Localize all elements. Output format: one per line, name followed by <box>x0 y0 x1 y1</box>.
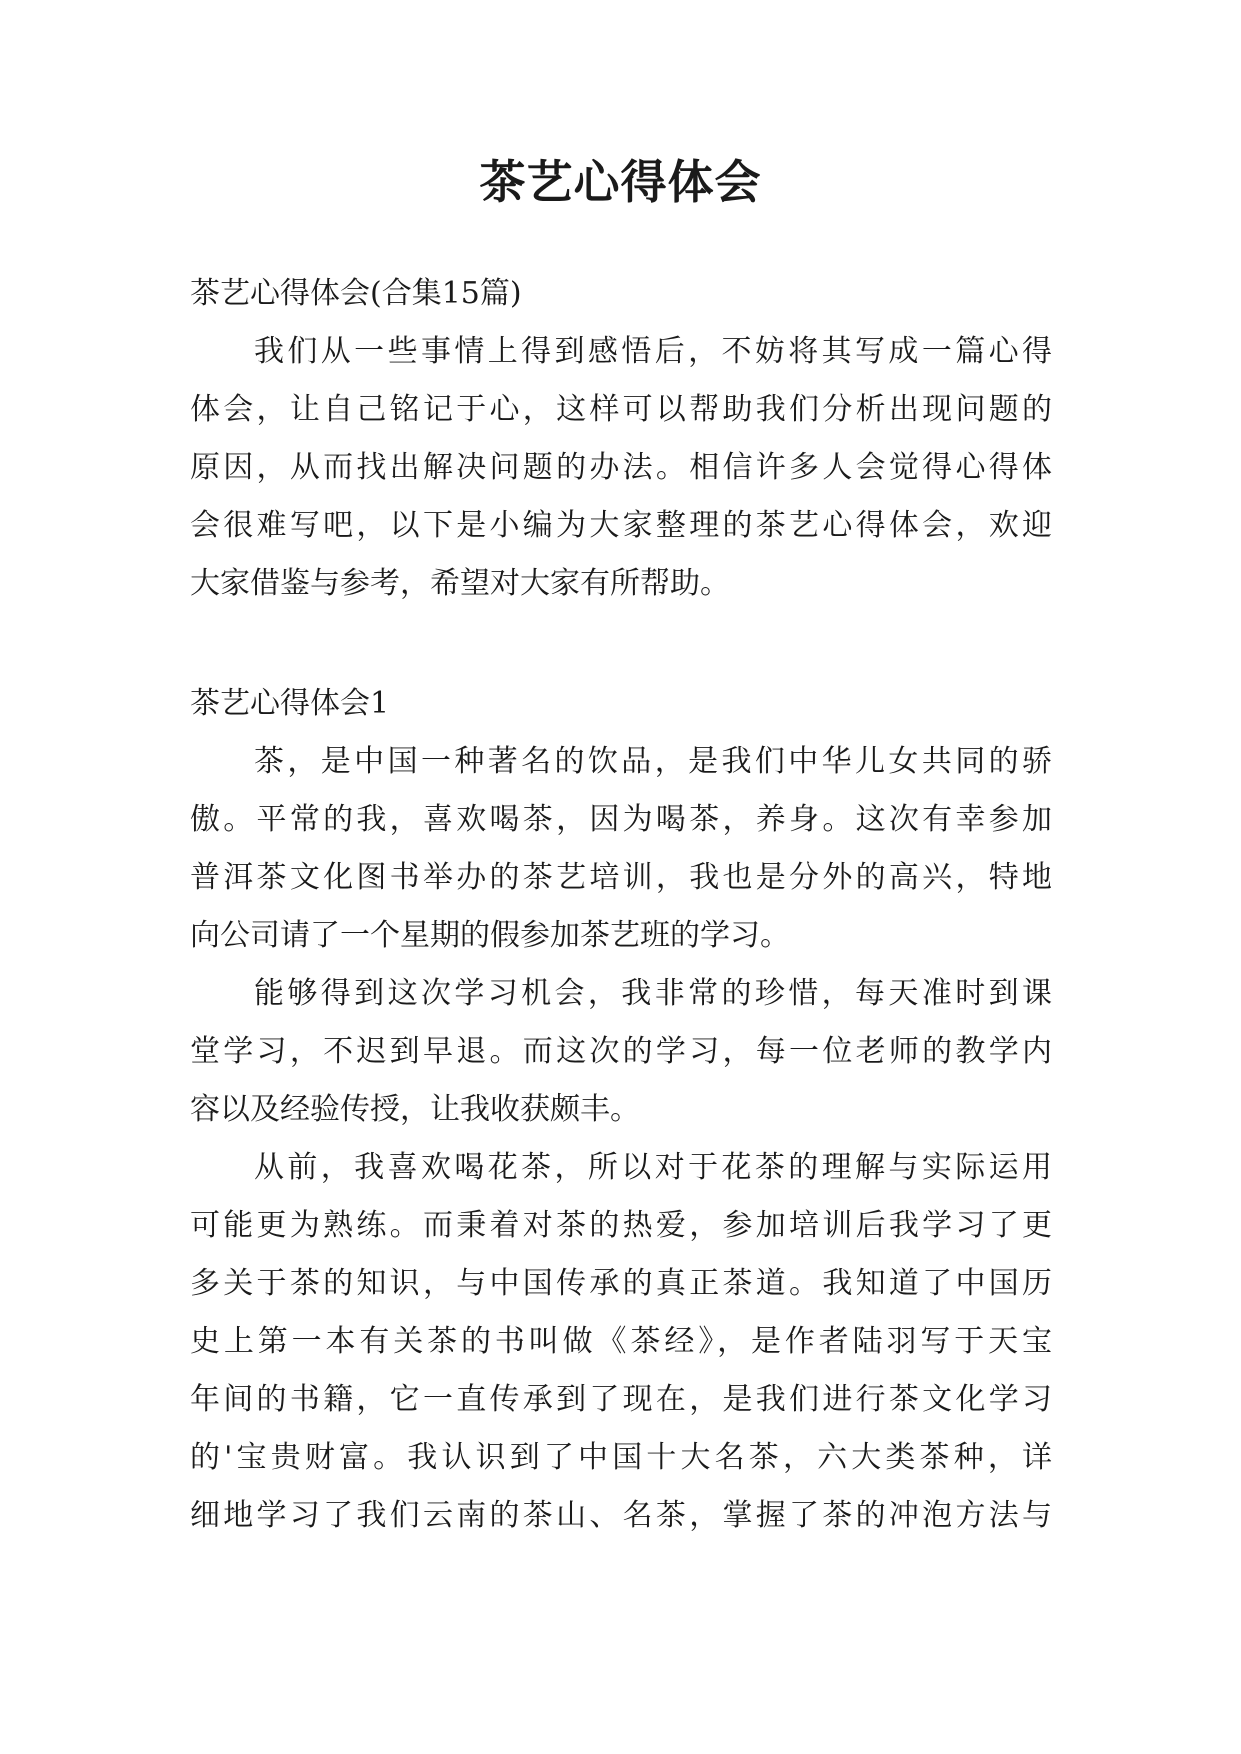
text-line: 年间的书籍，它一直传承到了现在，是我们进行茶文化学习 <box>190 1382 1052 1417</box>
text-line: 容以及经验传授，让我收获颇丰。 <box>190 1092 640 1127</box>
text-line: 堂学习，不迟到早退。而这次的学习，每一位老师的教学内 <box>190 1034 1052 1069</box>
text-line: 细地学习了我们云南的茶山、名茶，掌握了茶的冲泡方法与 <box>190 1498 1052 1533</box>
section1-paragraph-1 <box>190 733 1052 965</box>
document-subtitle: 茶艺心得体会(合集15篇) <box>190 276 522 311</box>
document-title: 茶艺心得体会 <box>479 155 762 209</box>
text-line: 傲。平常的我，喜欢喝茶，因为喝茶，养身。这次有幸参加 <box>190 802 1052 837</box>
text-line: 能够得到这次学习机会，我非常的珍惜，每天准时到课 <box>254 976 1052 1011</box>
text-line: 大家借鉴与参考，希望对大家有所帮助。 <box>190 566 730 601</box>
section1-paragraph-3 <box>190 1139 1052 1545</box>
text-line: 会很难写吧，以下是小编为大家整理的茶艺心得体会，欢迎 <box>190 508 1052 543</box>
text-line: 从前，我喜欢喝花茶，所以对于花茶的理解与实际运用 <box>254 1150 1052 1185</box>
section1-paragraph-2 <box>190 965 1052 1139</box>
text-line: 多关于茶的知识，与中国传承的真正茶道。我知道了中国历 <box>190 1266 1052 1301</box>
text-line: 茶，是中国一种著名的饮品，是我们中华儿女共同的骄 <box>254 744 1052 779</box>
text-line: 史上第一本有关茶的书叫做《茶经》，是作者陆羽写于天宝 <box>190 1324 1052 1359</box>
text-line: 普洱茶文化图书举办的茶艺培训，我也是分外的高兴，特地 <box>190 860 1052 895</box>
intro-paragraph <box>190 323 1052 613</box>
text-line: 的'宝贵财富。我认识到了中国十大名茶，六大类茶种，详 <box>190 1440 1052 1475</box>
text-line: 体会，让自己铭记于心，这样可以帮助我们分析出现问题的 <box>190 392 1052 427</box>
document-body <box>190 265 1052 1545</box>
text-line: 向公司请了一个星期的假参加茶艺班的学习。 <box>190 918 790 953</box>
section-spacer <box>190 613 1052 675</box>
section-heading: 茶艺心得体会1 <box>190 686 390 721</box>
text-line: 我们从一些事情上得到感悟后，不妨将其写成一篇心得 <box>254 334 1052 369</box>
text-line: 原因，从而找出解决问题的办法。相信许多人会觉得心得体 <box>190 450 1052 485</box>
text-line: 可能更为熟练。而秉着对茶的热爱，参加培训后我学习了更 <box>190 1208 1052 1243</box>
